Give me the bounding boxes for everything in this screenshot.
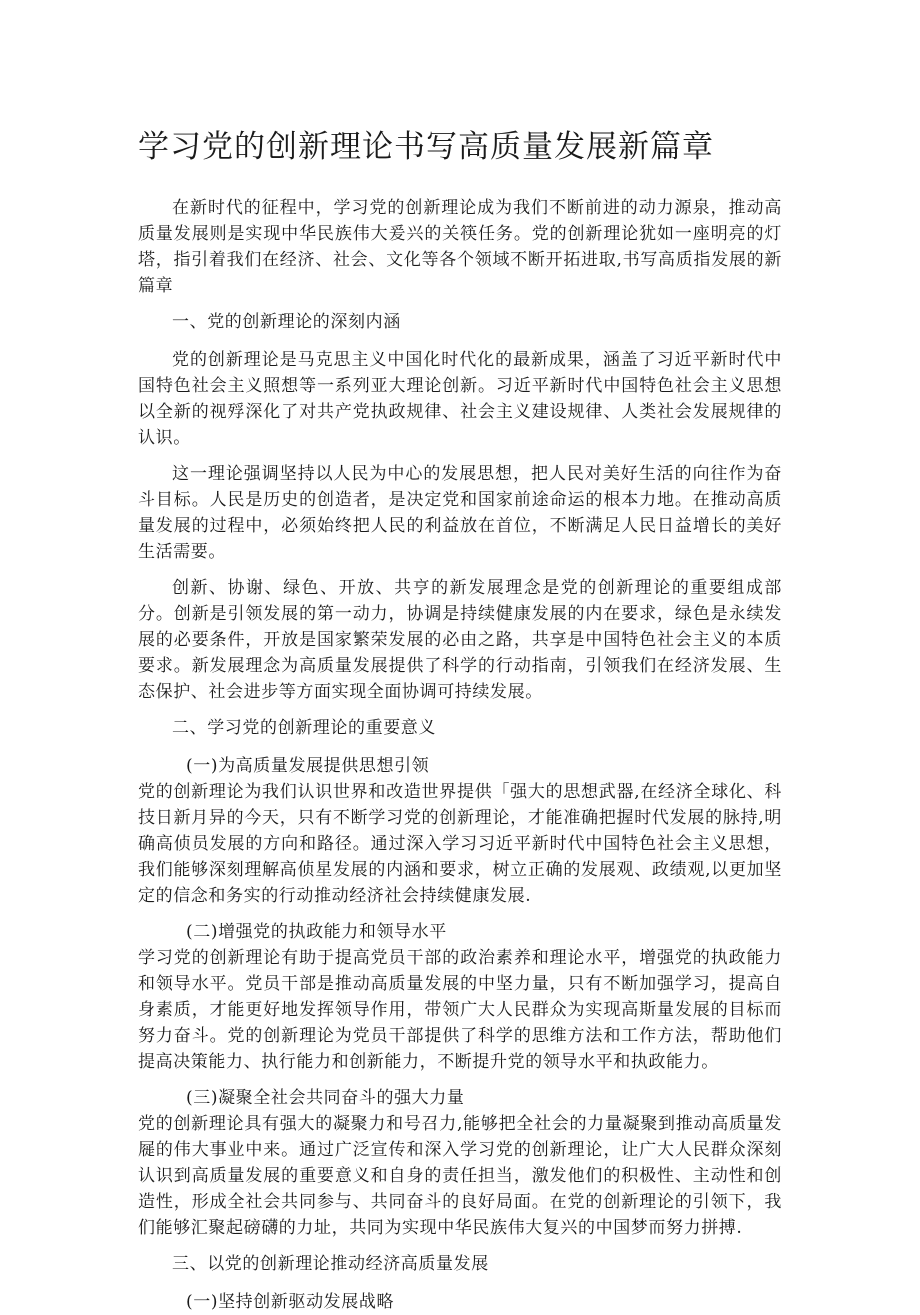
subsection-heading: (二)增强党的执政能力和领导水平 (186, 922, 447, 942)
section-heading-3: 三、以党的创新理论推动经济高质量发展 (172, 1254, 489, 1274)
body-paragraph: 这一理论强调坚持以人民为中心的发展思想，把人民对美好生活的向往作为奋斗目标。人民是历史的创造者，是决定党和国家前途命运的根本力地。在推动高质量发展的过程中，必须始终把人民的利益放在首位，不断满足人民日益增长的美好生活需要。 (138, 464, 782, 562)
subsection-heading: (一)坚持创新驱动发展战略 (186, 1292, 395, 1312)
body-paragraph: 党的创新理论具有强大的凝聚力和号召力,能够把全社会的力量凝聚到推动高质量发屣的伟大事业中来。通过广泛宣传和深入学习党的创新理论，让广大人民群众深刻认识到高质量发展的重要意义和自身的责任担当，激发他们的积极性、主动性和创造性，形成全社会共同参与、共同奋斗的良好局面。在党的创新理论的引领下，我们能够汇聚起磅礴的力址，共同为实现中华民族伟大复兴的中国梦而努力拼搏. (138, 1114, 782, 1238)
subsection-heading: (一)为高质量发展提供思想引领 (186, 756, 430, 776)
body-paragraph: 学习党的创新理论有助于提高党员干部的政治素养和理论水平，增强党的执政能力和领导水平。党员干部是推动高质量发展的中坚力量，只有不断加强学习，提高自身素质，才能更好地发挥领导作用，带领广大人民群众为实现高斯量发展的目标而努力奋斗。党的创新理论为党员干部提供了科学的思维方法和工作方法，帮助他们提高决策能力、执行能力和创新能力，不断提升党的领导水平和执政能力。 (138, 948, 782, 1072)
subsection-heading: (三)凝聚全社会共同奋斗的强大力量 (186, 1088, 465, 1108)
body-paragraph: 创新、协谢、绿色、开放、共亨的新发展理念是党的创新理论的重要组成部分。创新是引领发展的第一动力，协调是持续健康发展的内在要求，绿色是永续发展的必要条件，开放是国家繁荣发展的必由之路，共享是中国特色社会主义的本质要求。新发展理念为高质量发展提供了科学的行动指南，引领我们在经济发展、生态保护、社会进步等方面实现全面协调可持续发展。 (138, 578, 782, 702)
section-heading-2: 二、学习党的创新理论的重要意义 (172, 718, 436, 738)
body-paragraph: 党的创新理论是马克思主义中国化时代化的最新成果，涵盖了习近平新时代中国特色社会主义照想等一系列亚大理论创新。习近平新时代中国特色社会主义思想以全新的视殍深化了对共产党执政规律、社会主义建设规律、人类社会发展规律的认识。 (138, 350, 782, 448)
intro-paragraph: 在新时代的征程中，学习党的创新理论成为我们不断前进的动力源泉，推动高质量发展则是实现中华民族伟大爰兴的关筷任务。党的创新理论犹如一座明亮的灯塔，指引着我们在经济、社会、文化等各个领域不断开拓进取,书写高质指发展的新篇章 (138, 198, 782, 296)
body-paragraph: 党的创新理论为我们认识世界和改造世界提供「强大的思想武器,在经济全球化、科技日新月异的今天，只有不断学习党的创新理论，才能准确把握时代发展的脉持,明确高侦员发展的方向和路径。通过深入学习习近平新时代中国特色社会主义思想，我们能够深刻理解高侦星发展的内涵和要求，树立正确的发展观、政绩观,以更加坚定的信念和务实的行动推动经济社会持续健康发展. (138, 782, 782, 906)
document-title: 学习党的创新理论书写高质量发展新篇章 (138, 129, 714, 165)
section-heading-1: 一、党的创新理论的深刻内涵 (172, 312, 401, 332)
